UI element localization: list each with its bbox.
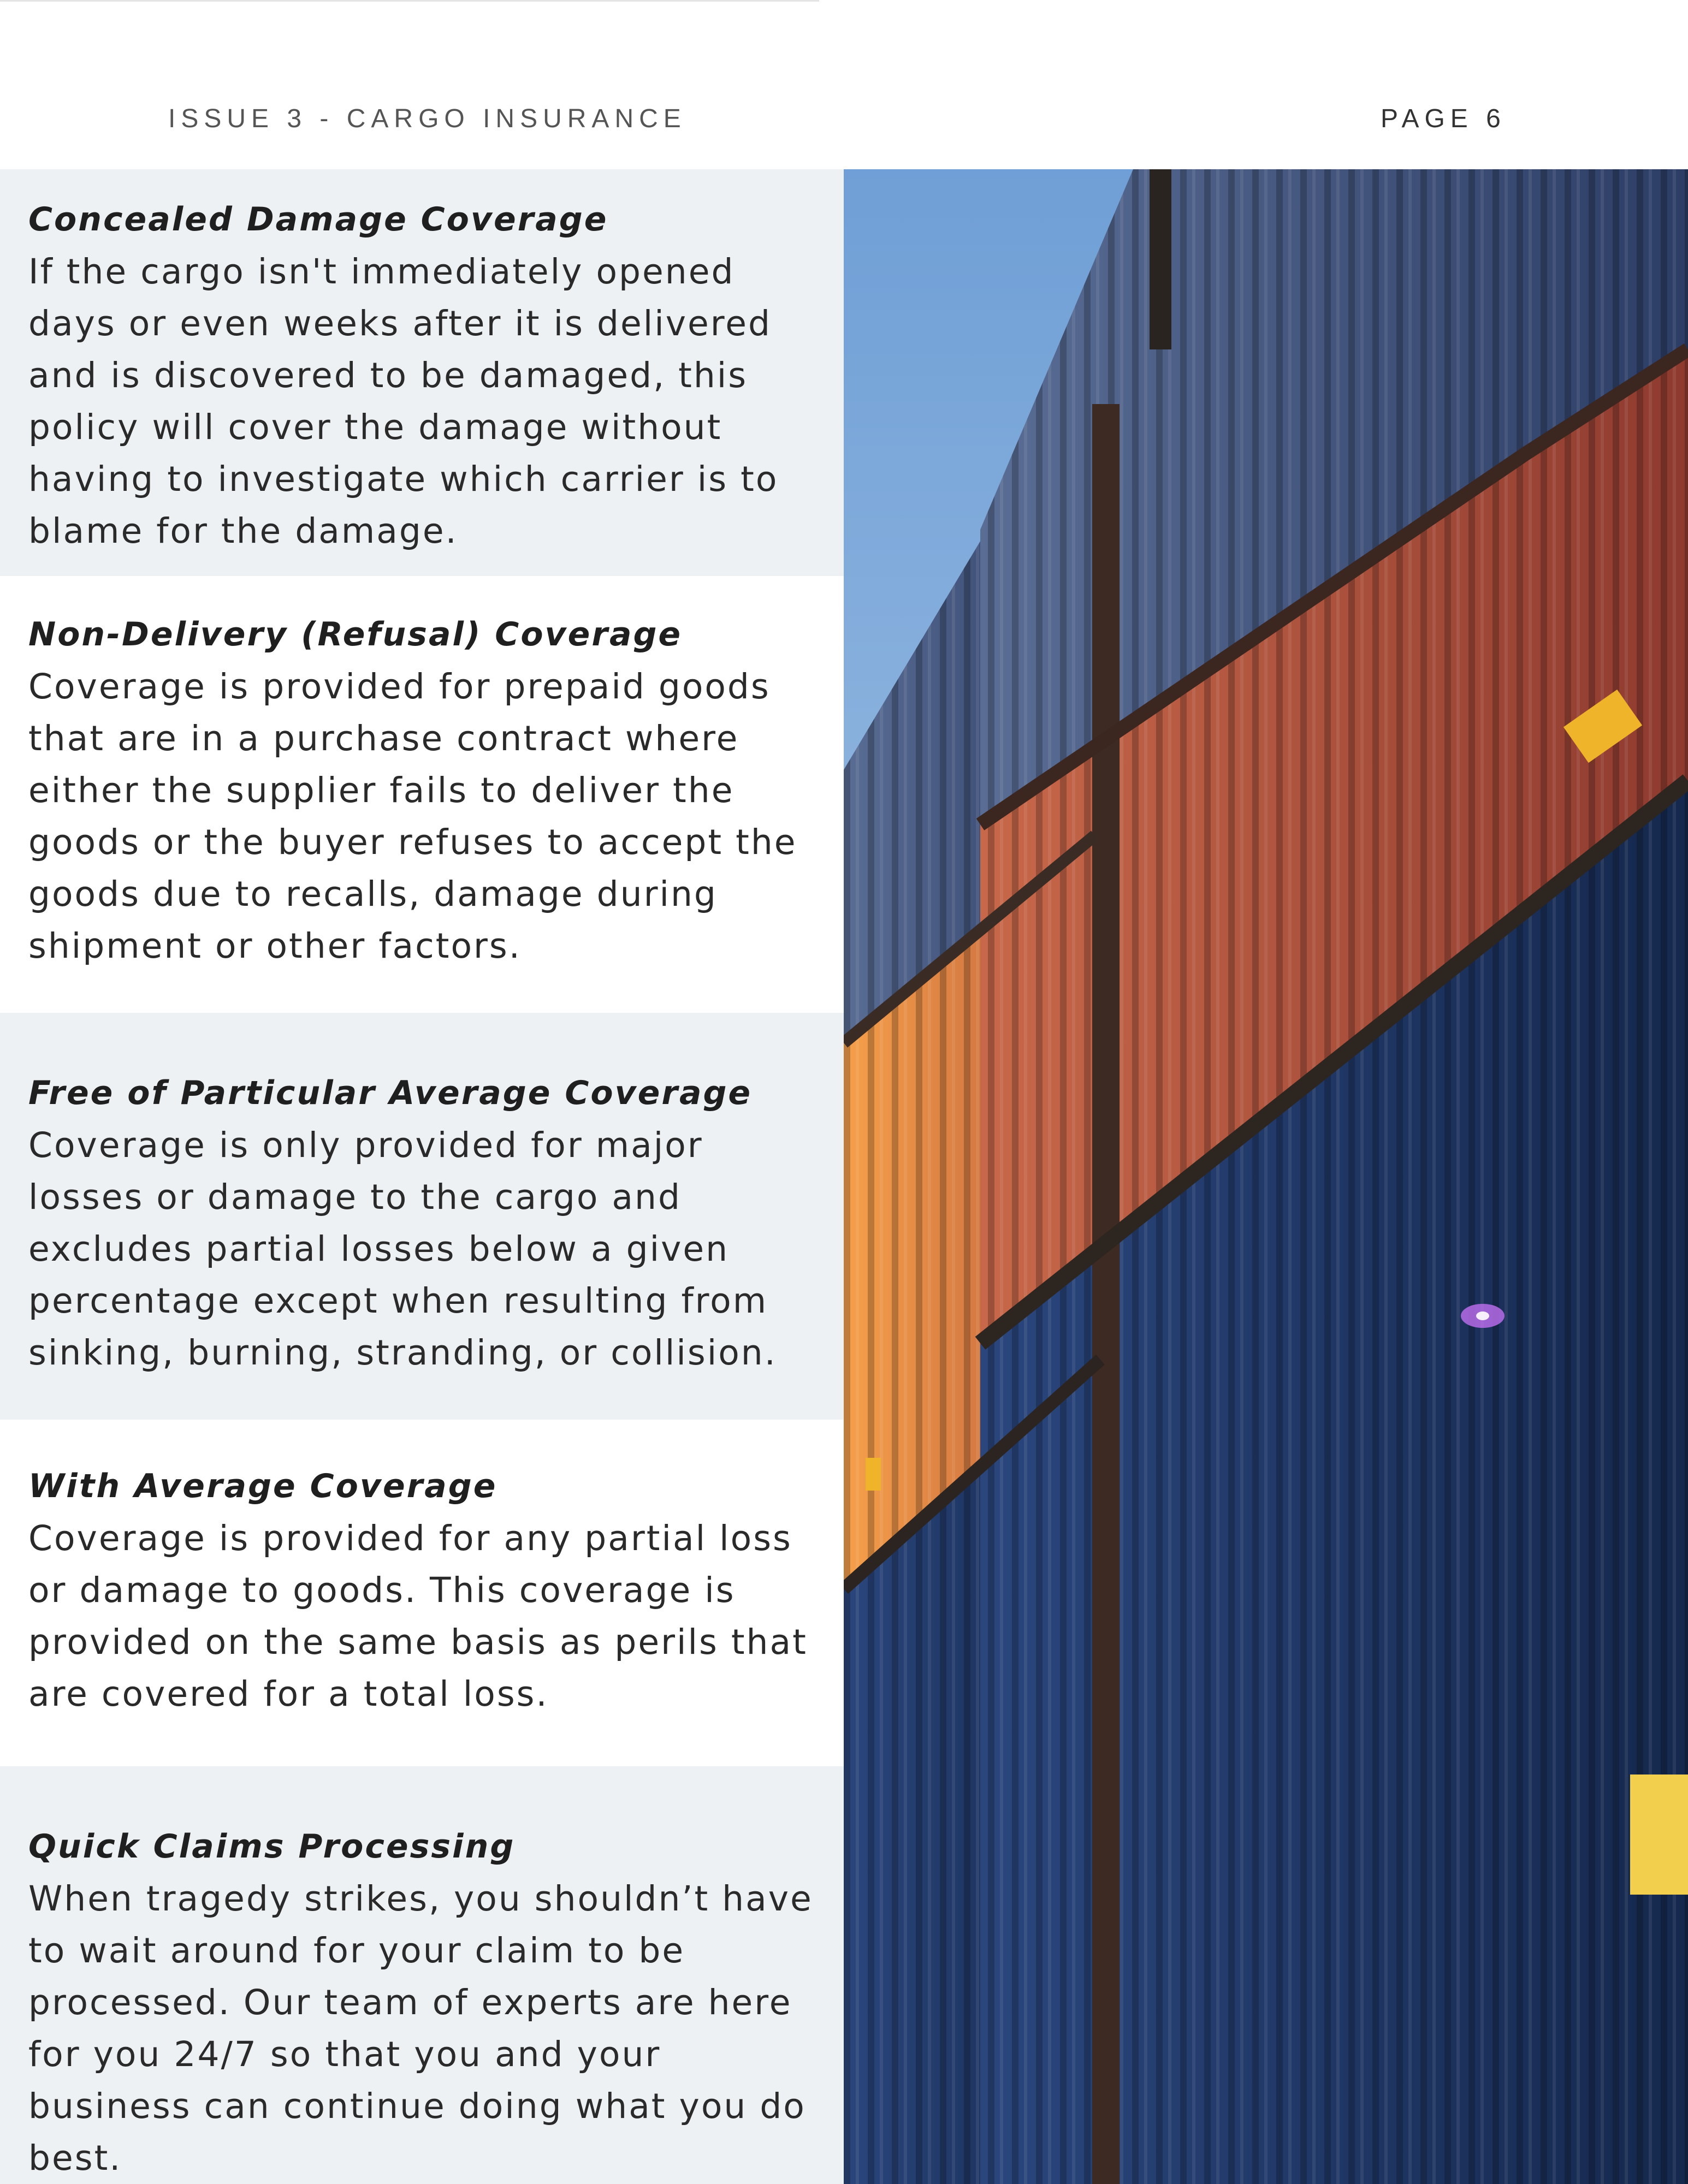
section-title: With Average Coverage bbox=[28, 1467, 497, 1505]
section-body: When tragedy strikes, you shouldn’t have to wait around for your claim to be processed. Our team of experts are here for you 24/7 so that you and your business can continue doing what you do best. bbox=[28, 1879, 813, 2178]
section-body: Coverage is provided for prepaid goods that are in a purchase contract where either the supplier fails to deliver the goods or the buyer refuses to accept the goods due to recalls, damage during shipment or other factors. bbox=[28, 667, 797, 966]
section-with-average bbox=[0, 1420, 844, 1766]
section-quick-claims bbox=[0, 1766, 844, 2184]
section-body: Coverage is provided for any partial loss or damage to goods. This coverage is provided on the same basis as perils that are covered for a total loss. bbox=[28, 1518, 808, 1714]
section-concealed-damage bbox=[0, 169, 844, 576]
issue-label: ISSUE 3 - CARGO INSURANCE bbox=[168, 104, 686, 133]
section-title: Quick Claims Processing bbox=[28, 1827, 516, 1866]
page-number: PAGE 6 bbox=[1381, 104, 1506, 133]
shipping-containers-photo bbox=[844, 169, 1688, 2184]
section-body: Coverage is only provided for major losses or damage to the cargo and excludes partial losses below a given percentage except when resulting from sinking, burning, stranding, or collision. bbox=[28, 1125, 777, 1373]
top-divider bbox=[0, 0, 819, 2]
section-title: Concealed Damage Coverage bbox=[28, 200, 608, 239]
section-non-delivery bbox=[0, 576, 844, 1013]
section-body: If the cargo isn't immediately opened days or even weeks after it is delivered and is discovered to be damaged, this policy will cover the damage without having to investigate which carrier is to blame for the damage. bbox=[28, 252, 779, 551]
section-title: Non-Delivery (Refusal) Coverage bbox=[28, 615, 683, 654]
section-free-of-particular-average bbox=[0, 1013, 844, 1420]
section-title: Free of Particular Average Coverage bbox=[28, 1074, 753, 1112]
